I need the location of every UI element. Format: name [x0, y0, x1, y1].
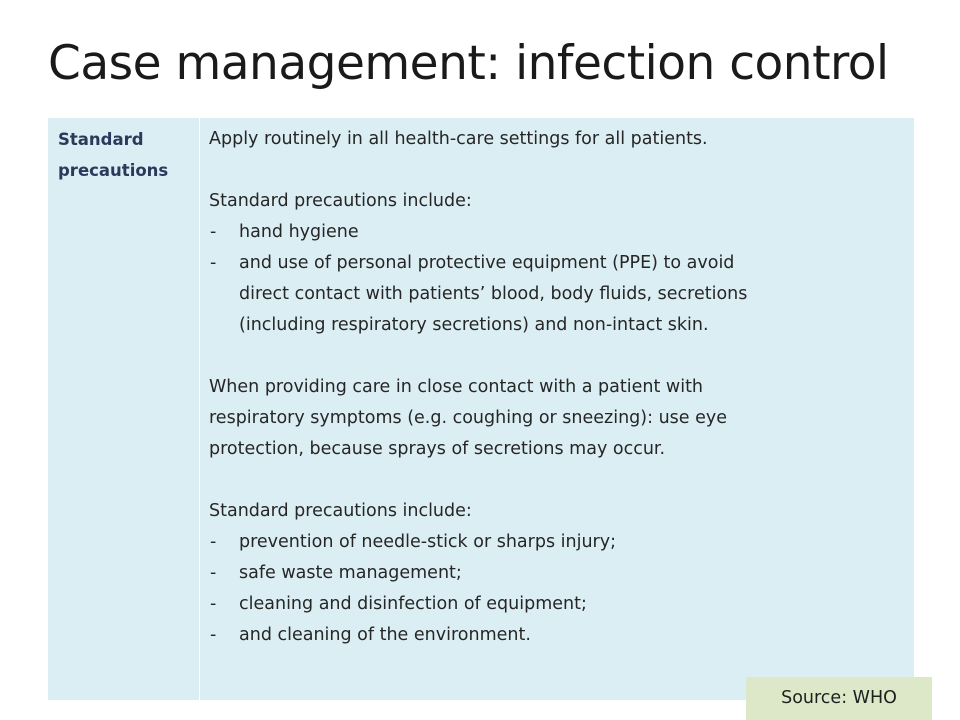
spacer	[209, 465, 906, 496]
paragraph-line: When providing care in close contact with a patient with	[209, 377, 704, 397]
paragraph-line: respiratory symptoms (e.g. coughing or sneezing): use eye	[209, 408, 727, 428]
spacer	[209, 155, 906, 186]
list-item: - and cleaning of the environment.	[209, 620, 906, 651]
list-item: - cleaning and disinfection of equipment;	[209, 589, 906, 620]
section1-heading: Standard precautions include:	[209, 191, 472, 211]
source-badge: Source: WHO	[746, 677, 932, 720]
list-item: - safe waste management;	[209, 558, 906, 589]
spacer	[209, 341, 906, 372]
list-item	[209, 217, 906, 248]
table-body-cell	[200, 118, 914, 700]
paragraph-line: protection, because sprays of secretions may occur.	[209, 439, 666, 459]
slide-title: Case management: infection control	[48, 36, 889, 91]
precautions-table	[48, 118, 914, 700]
list-item-line: - hand hygiene	[239, 222, 359, 242]
intro-text: Apply routinely in all health-care settings for all patients.	[209, 129, 708, 149]
table-header-cell	[48, 118, 200, 700]
header-line: Standard	[58, 130, 144, 149]
list-item-line: direct contact with patients’ blood, body fluids, secretions	[239, 284, 748, 304]
list-item	[209, 248, 906, 341]
section1-list	[209, 217, 906, 341]
section2-list	[209, 527, 906, 651]
section2-heading: Standard precautions include:	[209, 501, 472, 521]
list-item-line: (including respiratory secretions) and non-intact skin.	[239, 315, 709, 335]
list-item: - prevention of needle-stick or sharps injury;	[209, 527, 906, 558]
list-item-line: - and use of personal protective equipment (PPE) to avoid	[239, 253, 735, 273]
header-line: precautions	[58, 161, 169, 180]
